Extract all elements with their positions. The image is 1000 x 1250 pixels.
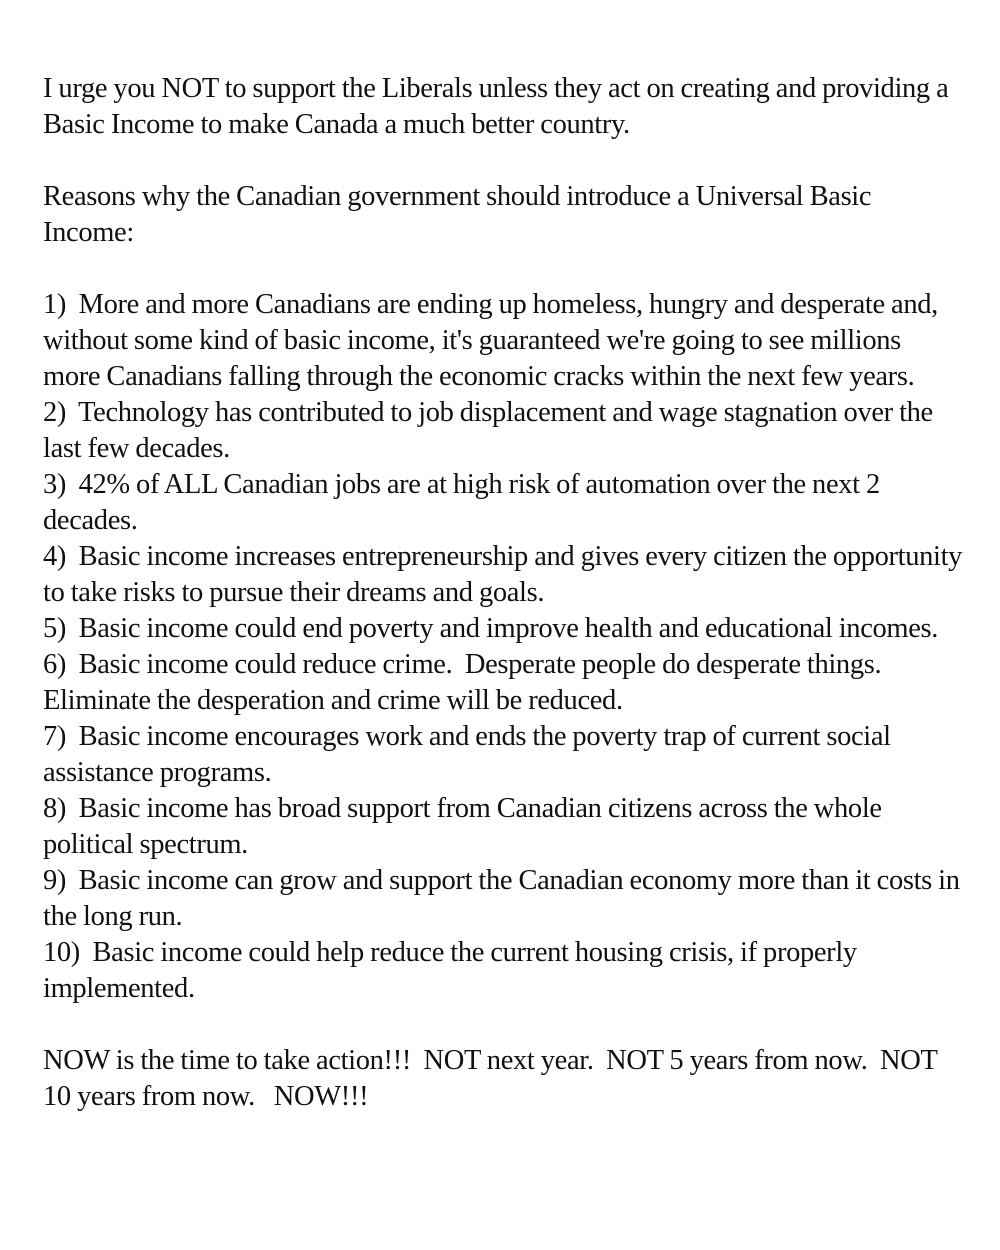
reason-item-6: 6) Basic income could reduce crime. Desperate people do desperate things. Eliminate the desperation and crime will be reduced. [43,649,894,716]
paragraph-spacer [43,251,963,287]
reason-item-5: 5) Basic income could end poverty and improve health and educational incomes. [43,613,939,644]
reason-item-1: 1) More and more Canadians are ending up homeless, hungry and desperate and, without some kind of basic income, it's guaranteed we're going to see millions more Canadians falling through the economic cracks within the next few years. [43,289,945,392]
reason-item-3: 3) 42% of ALL Canadian jobs are at high risk of automation over the next 2 decades. [43,469,887,536]
reason-item-2: 2) Technology has contributed to job displacement and wage stagnation over the last few decades. [43,397,940,464]
reason-item-10: 10) Basic income could help reduce the current housing crisis, if properly implemented. [43,937,864,1004]
paragraph-spacer [43,143,963,179]
reason-item-4: 4) Basic income increases entrepreneurship and gives every citizen the opportunity to take risks to pursue their dreams and goals. [43,541,969,608]
closing-paragraph: NOW is the time to take action!!! NOT next year. NOT 5 years from now. NOT 10 years from now. NOW!!! [43,1045,944,1112]
reason-item-8: 8) Basic income has broad support from Canadian citizens across the whole political spectrum. [43,793,888,860]
intro-paragraph: I urge you NOT to support the Liberals unless they act on creating and providing a Basic Income to make Canada a much better country. [43,73,955,140]
reason-item-7: 7) Basic income encourages work and ends the poverty trap of current social assistance programs. [43,721,897,788]
document-body [43,71,969,1115]
reasons-heading: Reasons why the Canadian government should introduce a Universal Basic Income: [43,181,878,248]
paragraph-spacer [43,1007,963,1043]
reasons-list [43,287,969,1007]
reason-item-9: 9) Basic income can grow and support the Canadian economy more than it costs in the long run. [43,865,966,932]
